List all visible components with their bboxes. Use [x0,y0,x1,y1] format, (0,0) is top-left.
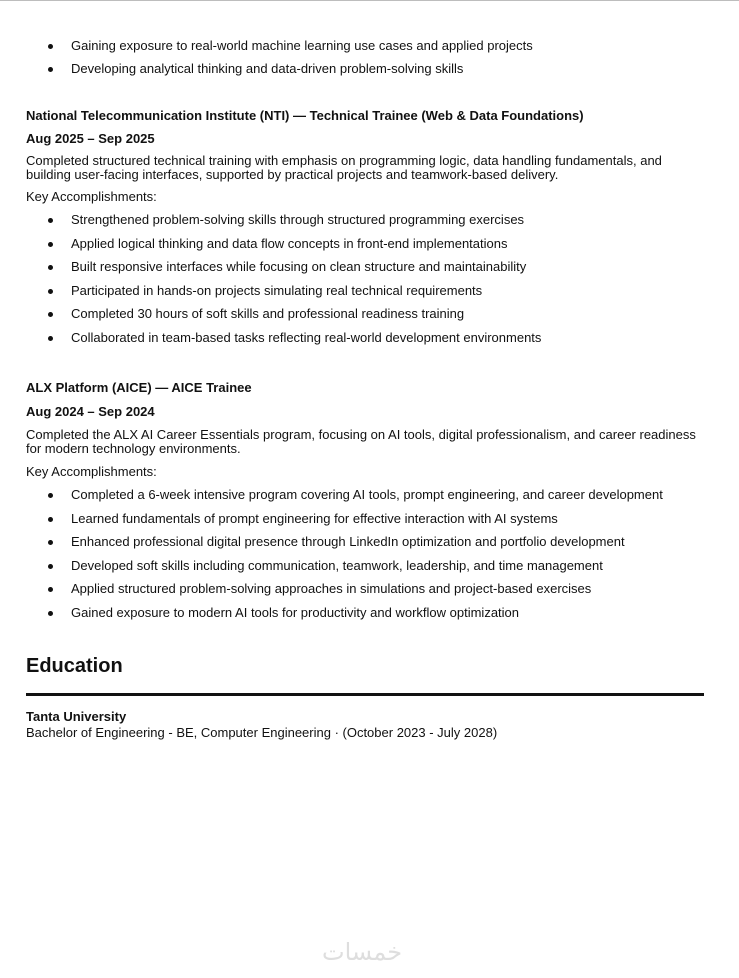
section-divider [26,693,704,696]
accomplishments-list [26,213,706,345]
bullet-icon [48,336,53,341]
list-item: Gained exposure to modern AI tools for productivity and workflow optimization [26,606,706,620]
bullet-icon [48,587,53,592]
intro-bullet-list [26,39,533,76]
list-item: Developing analytical thinking and data-driven problem-solving skills [26,62,533,76]
education-degree: Bachelor of Engineering - BE, Computer Engineering · (October 2023 - July 2028) [26,725,498,740]
job-title: National Telecommunication Institute (NTI) — Technical Trainee (Web & Data Foundations) [26,108,584,123]
bullet-icon [48,564,53,569]
bullet-icon [48,44,53,49]
list-item: Participated in hands-on projects simulating real technical requirements [26,284,706,298]
list-item: Enhanced professional digital presence through LinkedIn optimization and portfolio development [26,535,706,549]
job-dates: Aug 2025 – Sep 2025 [26,131,155,146]
bullet-icon [48,242,53,247]
accomplishments-list [26,488,706,620]
education-section [26,655,706,740]
key-accomplishments-label: Key Accomplishments: [26,464,157,479]
bullet-icon [48,265,53,270]
list-item: Built responsive interfaces while focusing on clean structure and maintainability [26,260,706,274]
site-watermark-logo: خمسات [322,938,403,966]
bullet-icon [48,218,53,223]
bullet-icon [48,67,53,72]
section-heading-education: Education [26,655,123,677]
bullet-icon [48,517,53,522]
bullet-icon [48,540,53,545]
list-item: Gaining exposure to real-world machine learning use cases and applied projects [26,39,533,53]
education-school: Tanta University [26,709,127,724]
job-title: ALX Platform (AICE) — AICE Trainee [26,380,252,395]
bullet-icon [48,312,53,317]
list-item: Completed 30 hours of soft skills and professional readiness training [26,307,706,321]
page-top-border [0,0,739,1]
list-item: Strengthened problem-solving skills through structured programming exercises [26,213,706,227]
job-description: Completed structured technical training with emphasis on programming logic, data handling fundamentals, and building user-facing interfaces, supported by practical projects and teamwork-based delivery. [26,153,662,182]
key-accomplishments-label: Key Accomplishments: [26,189,157,204]
experience-entry-nti [26,109,706,345]
list-item: Applied structured problem-solving approaches in simulations and project-based exercises [26,582,706,596]
list-item: Learned fundamentals of prompt engineering for effective interaction with AI systems [26,512,706,526]
bullet-icon [48,289,53,294]
list-item: Applied logical thinking and data flow concepts in front-end implementations [26,237,706,251]
job-description: Completed the ALX AI Career Essentials program, focusing on AI tools, digital professionalism, and career readiness for modern technology environments. [26,427,696,456]
job-dates: Aug 2024 – Sep 2024 [26,404,155,419]
list-item: Developed soft skills including communication, teamwork, leadership, and time management [26,559,706,573]
bullet-icon [48,493,53,498]
list-item: Completed a 6-week intensive program covering AI tools, prompt engineering, and career development [26,488,706,502]
bullet-icon [48,611,53,616]
list-item: Collaborated in team-based tasks reflecting real-world development environments [26,331,706,345]
experience-entry-alx [26,381,706,620]
